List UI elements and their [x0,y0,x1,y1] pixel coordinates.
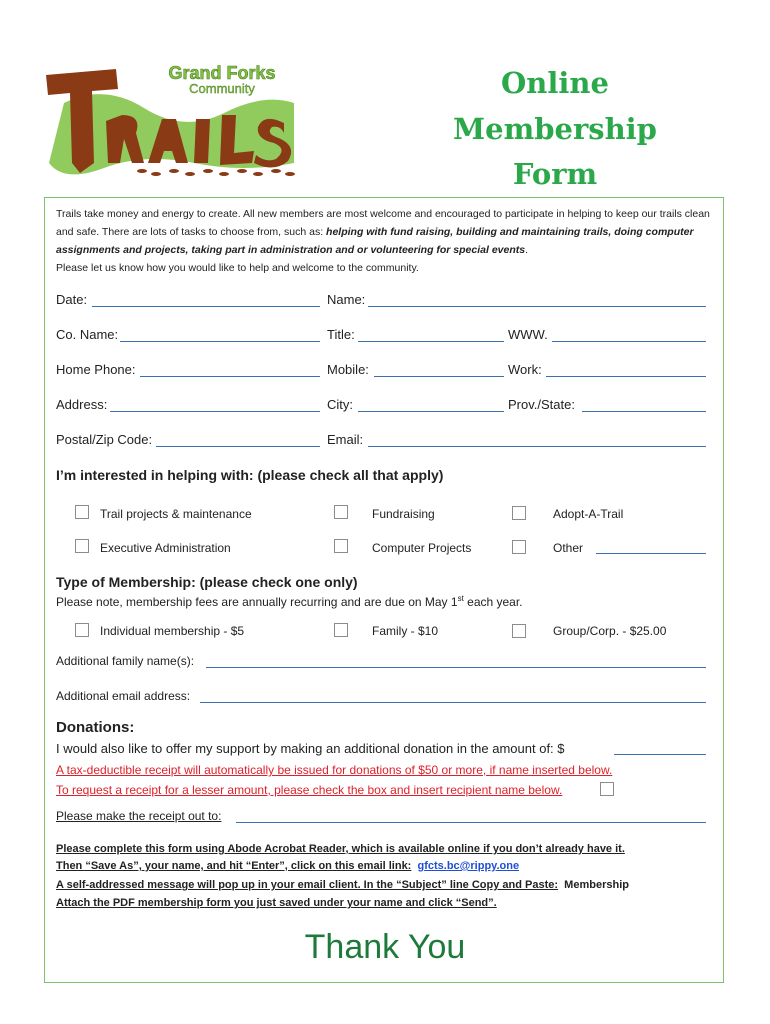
postal-label: Postal/Zip Code: [56,432,153,447]
instruction-line-4: Attach the PDF membership form you just saved under your name and click “Send”. [56,897,497,909]
instruction-subject: Membership [564,879,629,891]
date-field[interactable] [92,306,320,307]
title-line-2: Membership [453,112,657,146]
co-name-field[interactable] [120,341,320,342]
checkbox-adopt-a-trail[interactable] [512,506,526,520]
intro-welcome: Please let us know how you would like to help and welcome to the community. [56,262,419,274]
donations-heading: Donations: [56,719,135,736]
receipt-out-label: Please make the receipt out to: [56,809,222,823]
instruction-line-3-text: A self-addressed message will pop up in your email client. In the “Subject” line Copy and Paste: [56,879,559,891]
city-label: City: [327,397,353,412]
date-label: Date: [56,292,88,307]
email-label: Email: [327,432,364,447]
trails-logo-graphic [44,63,302,181]
home-phone-label: Home Phone: [56,362,136,377]
option-computer-projects: Computer Projects [372,541,472,555]
receipt-auto-note: A tax-deductible receipt will automatically be issued for donations of $50 or more, if name inserted below. [56,763,613,777]
add-email-label: Additional email address: [56,689,191,703]
prov-label: Prov./State: [508,397,575,412]
checkbox-trail-projects[interactable] [75,505,89,519]
title-field[interactable] [358,341,504,342]
postal-field[interactable] [156,446,320,447]
membership-note-a: Please note, membership fees are annually recurring and are due on May 1 [56,595,458,609]
family-names-label: Additional family name(s): [56,654,195,668]
membership-note-sup: st [457,594,464,603]
intro-bold-text: helping with fund raising, building and maintaining trails, doing computer assignments and projects, taking part in administration and or volunteering for special events [56,226,694,256]
checkbox-other[interactable] [512,540,526,554]
option-group: Group/Corp. - $25.00 [553,624,667,638]
instruction-line-3 [56,879,629,891]
name-field[interactable] [368,306,706,307]
email-link[interactable]: gfcts.bc@rippy.one [417,860,520,872]
instruction-line-2 [56,860,519,872]
co-name-label: Co. Name: [56,327,119,342]
title-line-1: Online [501,66,609,100]
name-label: Name: [327,292,366,307]
trails-logo [44,63,302,181]
receipt-request-note: To request a receipt for a lesser amount, please check the box and insert recipient name below. [56,783,563,797]
option-adopt-a-trail: Adopt-A-Trail [553,507,624,521]
family-names-field[interactable] [206,667,706,668]
membership-note [56,594,523,609]
option-fundraising: Fundraising [372,507,435,521]
logo-line1: Grand Forks [168,63,276,83]
city-field[interactable] [358,411,504,412]
logo-line2: Community [189,81,255,96]
home-phone-field[interactable] [140,376,320,377]
thank-you: Thank You [304,928,466,966]
membership-note-b: each year. [463,595,523,609]
option-executive-admin: Executive Administration [100,541,231,555]
work-label: Work: [508,362,542,377]
instruction-line-2-text: Then “Save As”, your name, and hit “Enter”, click on this email link: [56,860,412,872]
option-family: Family - $10 [372,624,439,638]
address-field[interactable] [110,411,320,412]
checkbox-executive-admin[interactable] [75,539,89,553]
work-field[interactable] [546,376,706,377]
address-label: Address: [56,397,108,412]
email-field[interactable] [368,446,706,447]
add-email-field[interactable] [200,702,706,703]
prov-field[interactable] [582,411,706,412]
other-field[interactable] [596,553,706,554]
option-trail-projects: Trail projects & maintenance [100,507,252,521]
mobile-label: Mobile: [327,362,369,377]
checkbox-family[interactable] [334,623,348,637]
mobile-field[interactable] [374,376,504,377]
receipt-out-field[interactable] [236,822,706,823]
instruction-line-1: Please complete this form using Abode Acrobat Reader, which is available online if you don’t already have it. [56,843,625,855]
option-other: Other [553,541,584,555]
checkbox-computer-projects[interactable] [334,539,348,553]
help-heading: I’m interested in helping with: (please check all that apply) [56,467,444,483]
checkbox-group[interactable] [512,624,526,638]
title-label: Title: [327,327,355,342]
intro-end: . [525,244,529,256]
checkbox-fundraising[interactable] [334,505,348,519]
intro-text: Trails take money and energy to create. All new members are most welcome and encouraged to participate in helping to keep our trails clean and safe. There are lots of tasks to choose from, such as: [56,208,710,238]
membership-heading: Type of Membership: (please check one only) [56,574,358,590]
www-label: WWW. [508,327,548,342]
donation-amount-field[interactable] [614,754,706,755]
title-line-3: Form [512,157,598,191]
checkbox-individual[interactable] [75,623,89,637]
www-field[interactable] [552,341,706,342]
checkbox-receipt-request[interactable] [600,782,614,796]
intro-paragraph [56,205,716,259]
option-individual: Individual membership - $5 [100,624,245,638]
donation-offer: I would also like to offer my support by making an additional donation in the amount of: $ [56,741,565,756]
